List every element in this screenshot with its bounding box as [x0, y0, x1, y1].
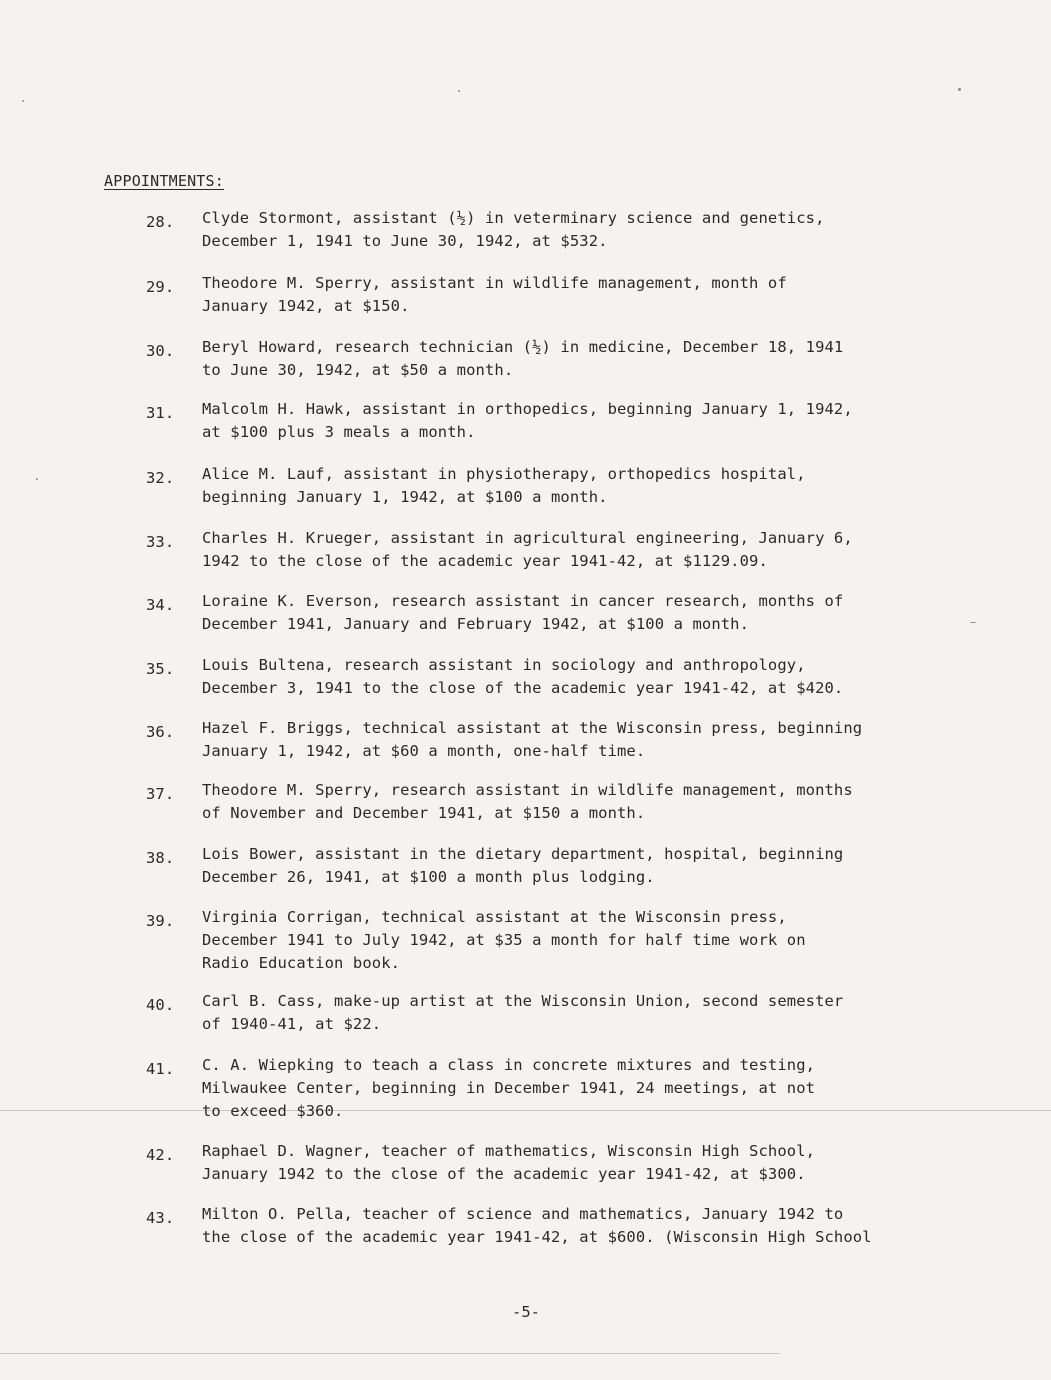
entry-number: 36.: [146, 723, 175, 741]
entry-text-line: Loraine K. Everson, research assistant in cancer research, months of: [202, 592, 844, 610]
entry-text-line: Hazel F. Briggs, technical assistant at the Wisconsin press, beginning: [202, 719, 863, 737]
appointment-entry: [146, 1140, 966, 1186]
entry-text-line: Malcolm H. Hawk, assistant in orthopedics, beginning January 1, 1942,: [202, 400, 853, 418]
heading-text: APPOINTMENTS:: [104, 172, 224, 190]
appointment-entry: [146, 336, 966, 382]
entry-number: 28.: [146, 213, 175, 231]
entry-number: 30.: [146, 342, 175, 360]
section-heading: [104, 172, 224, 190]
appointment-entry: [146, 654, 966, 700]
entry-text-line: Raphael D. Wagner, teacher of mathematics, Wisconsin High School,: [202, 1142, 816, 1160]
entry-text-line: Beryl Howard, research technician (½) in medicine, December 18, 1941: [202, 338, 844, 356]
entry-text-line: to exceed $360.: [202, 1102, 344, 1120]
entry-text-line: 1942 to the close of the academic year 1941-42, at $1129.09.: [202, 552, 768, 570]
entry-text-line: Virginia Corrigan, technical assistant at the Wisconsin press,: [202, 908, 787, 926]
entry-text-line: Radio Education book.: [202, 954, 401, 972]
appointment-entry: [146, 717, 966, 763]
entry-text-line: Alice M. Lauf, assistant in physiotherapy, orthopedics hospital,: [202, 465, 806, 483]
entry-number: 34.: [146, 596, 175, 614]
entry-number: 38.: [146, 849, 175, 867]
scan-speck: [970, 622, 976, 623]
entry-number: 33.: [146, 533, 175, 551]
entry-text-line: Milton O. Pella, teacher of science and mathematics, January 1942 to: [202, 1205, 844, 1223]
scan-speck: [36, 478, 38, 480]
entry-text-line: January 1942, at $150.: [202, 297, 410, 315]
entry-number: 43.: [146, 1209, 175, 1227]
entry-text-line: December 1941, January and February 1942, at $100 a month.: [202, 615, 750, 633]
appointment-entry: [146, 843, 966, 889]
entry-text-line: Milwaukee Center, beginning in December 1941, 24 meetings, at not: [202, 1079, 816, 1097]
entry-text-line: of 1940-41, at $22.: [202, 1015, 382, 1033]
appointment-entry: [146, 463, 966, 509]
entry-number: 29.: [146, 278, 175, 296]
appointment-entry: [146, 906, 966, 975]
scan-speck: [958, 88, 961, 91]
entry-text-line: Lois Bower, assistant in the dietary department, hospital, beginning: [202, 845, 844, 863]
entry-text-line: Theodore M. Sperry, assistant in wildlife management, month of: [202, 274, 787, 292]
scan-speck: [458, 90, 460, 92]
entry-text-line: December 26, 1941, at $100 a month plus lodging.: [202, 868, 655, 886]
entry-text-line: Carl B. Cass, make-up artist at the Wisconsin Union, second semester: [202, 992, 844, 1010]
appointment-entry: [146, 1203, 966, 1249]
entry-text-line: C. A. Wiepking to teach a class in concrete mixtures and testing,: [202, 1056, 816, 1074]
entry-text-line: December 1, 1941 to June 30, 1942, at $532.: [202, 232, 608, 250]
appointment-entry: [146, 590, 966, 636]
entry-text-line: December 3, 1941 to the close of the academic year 1941-42, at $420.: [202, 679, 844, 697]
entry-text-line: beginning January 1, 1942, at $100 a month.: [202, 488, 608, 506]
entry-text-line: December 1941 to July 1942, at $35 a month for half time work on: [202, 931, 806, 949]
scan-speck: [22, 100, 24, 102]
entry-number: 35.: [146, 660, 175, 678]
appointment-entry: [146, 779, 966, 825]
entry-text-line: January 1942 to the close of the academic year 1941-42, at $300.: [202, 1165, 806, 1183]
entry-number: 39.: [146, 912, 175, 930]
entry-number: 32.: [146, 469, 175, 487]
appointment-entry: [146, 1054, 966, 1123]
appointment-entry: [146, 398, 966, 444]
appointment-entry: [146, 527, 966, 573]
entry-text-line: the close of the academic year 1941-42, at $600. (Wisconsin High School: [202, 1228, 872, 1246]
entry-number: 41.: [146, 1060, 175, 1078]
entry-text-line: Clyde Stormont, assistant (½) in veterminary science and genetics,: [202, 209, 825, 227]
entry-text-line: Theodore M. Sperry, research assistant in wildlife management, months: [202, 781, 853, 799]
entry-number: 42.: [146, 1146, 175, 1164]
entry-text-line: to June 30, 1942, at $50 a month.: [202, 361, 514, 379]
entry-text-line: at $100 plus 3 meals a month.: [202, 423, 476, 441]
entry-number: 40.: [146, 996, 175, 1014]
appointment-entry: [146, 207, 966, 253]
entry-text-line: Louis Bultena, research assistant in sociology and anthropology,: [202, 656, 806, 674]
entry-number: 31.: [146, 404, 175, 422]
appointment-entry: [146, 272, 966, 318]
entry-number: 37.: [146, 785, 175, 803]
entry-text-line: January 1, 1942, at $60 a month, one-half time.: [202, 742, 646, 760]
entry-text-line: of November and December 1941, at $150 a month.: [202, 804, 646, 822]
appointment-entry: [146, 990, 966, 1036]
entry-text-line: Charles H. Krueger, assistant in agricultural engineering, January 6,: [202, 529, 853, 547]
scan-line: [0, 1353, 780, 1354]
page-number: -5-: [512, 1303, 540, 1321]
